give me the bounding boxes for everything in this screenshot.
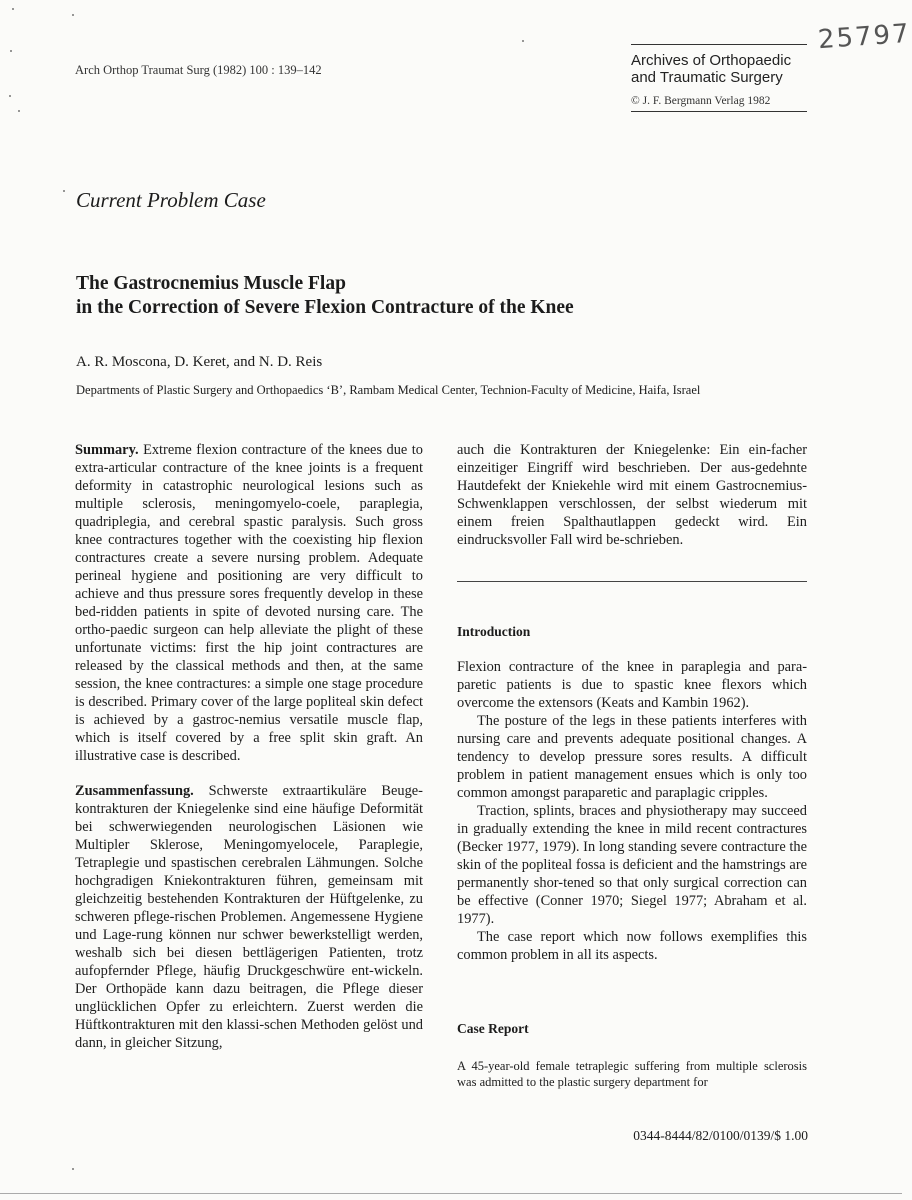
introduction-body: [457, 658, 807, 964]
author-list: A. R. Moscona, D. Keret, and N. D. Reis: [76, 354, 323, 370]
summary-text: Extreme flexion contracture of the knees due to extra-articular contracture of the knee joints is a frequent deformity in catastrophic neurological lesions such as multiple sclerosis, meningomyelo-coele, paraplegia, quadriplegia, and cerebral spastic paralysis. Such gross knee contractures together with the coexisting hip flexion contractures create a severe nursing problem. Adequate perineal hygiene and positioning are very difficult to achieve and thus pressure sores frequently develop in these bed-ridden patients in spite of devoted nursing care. The ortho-paedic surgeon can help alleviate the plight of these unfortunate victims: first the hip joint contractures are released by the classical methods and then, at the same session, the knee contractures: a simple one stage procedure is described. Primary cover of the large popliteal skin defect is achieved by a gastroc-nemius versatile muscle flap, which is itself covered by a free split skin graft. An illustrative case is described.: [75, 442, 423, 764]
introduction-paragraph: Traction, splints, braces and physiotherapy may succeed in gradually extending the knee in mild recent contractures (Becker 1977, 1979). In long standing severe contracture the skin of the popliteal fossa is deficient and the hamstrings are permanently shor-tened so that only surgical correction can be effective (Conner 1970; Siegel 1977; Abraham et al. 1977).: [457, 803, 807, 927]
price-code: 0344-8444/82/0100/0139/$ 1.00: [633, 1128, 808, 1143]
masthead-top-rule: [631, 44, 807, 45]
page-bottom-rule: [0, 1193, 902, 1194]
handwritten-annotation: 25797: [817, 18, 912, 56]
masthead-bottom-rule: [631, 111, 807, 112]
journal-masthead: [631, 44, 807, 112]
zusammenfassung-continued-text: auch die Kontrakturen der Kniegelenke: Ein ein-facher einzeitiger Eingriff wird beschrieben. Der aus-gedehnte Hautdefekt der Kniekehle wird mit einem Gastrocnemius-Schwenklappen verschlossen, der selbst wiederum mit einem freien Spalthautlappen gedeckt wird. Ein eindrucksvoller Fall wird be-schrieben.: [457, 442, 807, 548]
introduction-paragraph: Flexion contracture of the knee in paraplegia and para-paretic patients is due to spastic knee flexors which overcome the extensors (Keats and Kambin 1962).: [457, 659, 807, 711]
section-label: Current Problem Case: [76, 188, 266, 212]
zusammenfassung-text: Schwerste extraartikuläre Beuge-kontrakturen der Kniegelenke sind eine häufige Deformität bei schwerwiegenden neurologischen Läsionen wie Multipler Sklerose, Meningomyelocele, Paraplegie, Tetraplegie und spastischen cerebralen Lähmungen. Solche hochgradigen Kniekontrakturen führen, gemeinsam mit gleichzeitig bestehenden Kontrakturen der Hüftgelenke, zu schweren pflege-rischen Problemen. Angemessene Hygiene und Lage-rung können nur schwer bewerkstelligt werden, weshalb sich bei diesen bettlägerigen Patienten, trotz aufopfernder Pflege, häufig Druckgeschwüre ent-wickeln. Der Orthopäde kann dazu beitragen, die Pflege dieser unglücklichen Opfer zu erleichtern. Zuerst werden die Hüftkontrakturen mit den klassi-schen Methoden gelöst und dann, in gleicher Sitzung,: [75, 783, 423, 1051]
journal-name-line1: Archives of Orthopaedic: [631, 52, 792, 69]
zusammenfassung-continued: [457, 441, 807, 549]
introduction-paragraph: The posture of the legs in these patients interferes with nursing care and prevents adequate positional changes. A tendency to develop pressure sores results. A difficult problem in patient management ensues which is only too common amongst paraparetic and paraplagic cripples.: [457, 713, 807, 801]
case-report-text: A 45-year-old female tetraplegic suffering from multiple sclerosis was admitted to the plastic surgery department for: [457, 1059, 807, 1089]
summary-label: Summary.: [75, 442, 139, 458]
title-line2: in the Correction of Severe Flexion Contracture of the Knee: [76, 297, 574, 318]
title-line1: The Gastrocnemius Muscle Flap: [76, 273, 346, 294]
zusammenfassung-paragraph: [75, 782, 423, 1052]
left-column: [75, 441, 423, 1052]
introduction-paragraph: The case report which now follows exemplifies this common problem in all its aspects.: [457, 929, 807, 963]
journal-name-line2: and Traumatic Surgery: [631, 69, 783, 86]
summary-paragraph: [75, 441, 423, 765]
case-report-heading: Case Report: [457, 1021, 529, 1036]
author-affiliation: Departments of Plastic Surgery and Orthopaedics ‘B’, Rambam Medical Center, Technion-Faculty of Medicine, Haifa, Israel: [76, 383, 701, 397]
journal-citation: Arch Orthop Traumat Surg (1982) 100 : 139–142: [75, 63, 322, 77]
journal-copyright: © J. F. Bergmann Verlag 1982: [631, 95, 771, 107]
section-divider: [457, 581, 807, 582]
zusammenfassung-label: Zusammenfassung.: [75, 783, 194, 799]
journal-name: [631, 52, 807, 86]
introduction-heading: Introduction: [457, 624, 531, 639]
article-title: [76, 272, 816, 320]
